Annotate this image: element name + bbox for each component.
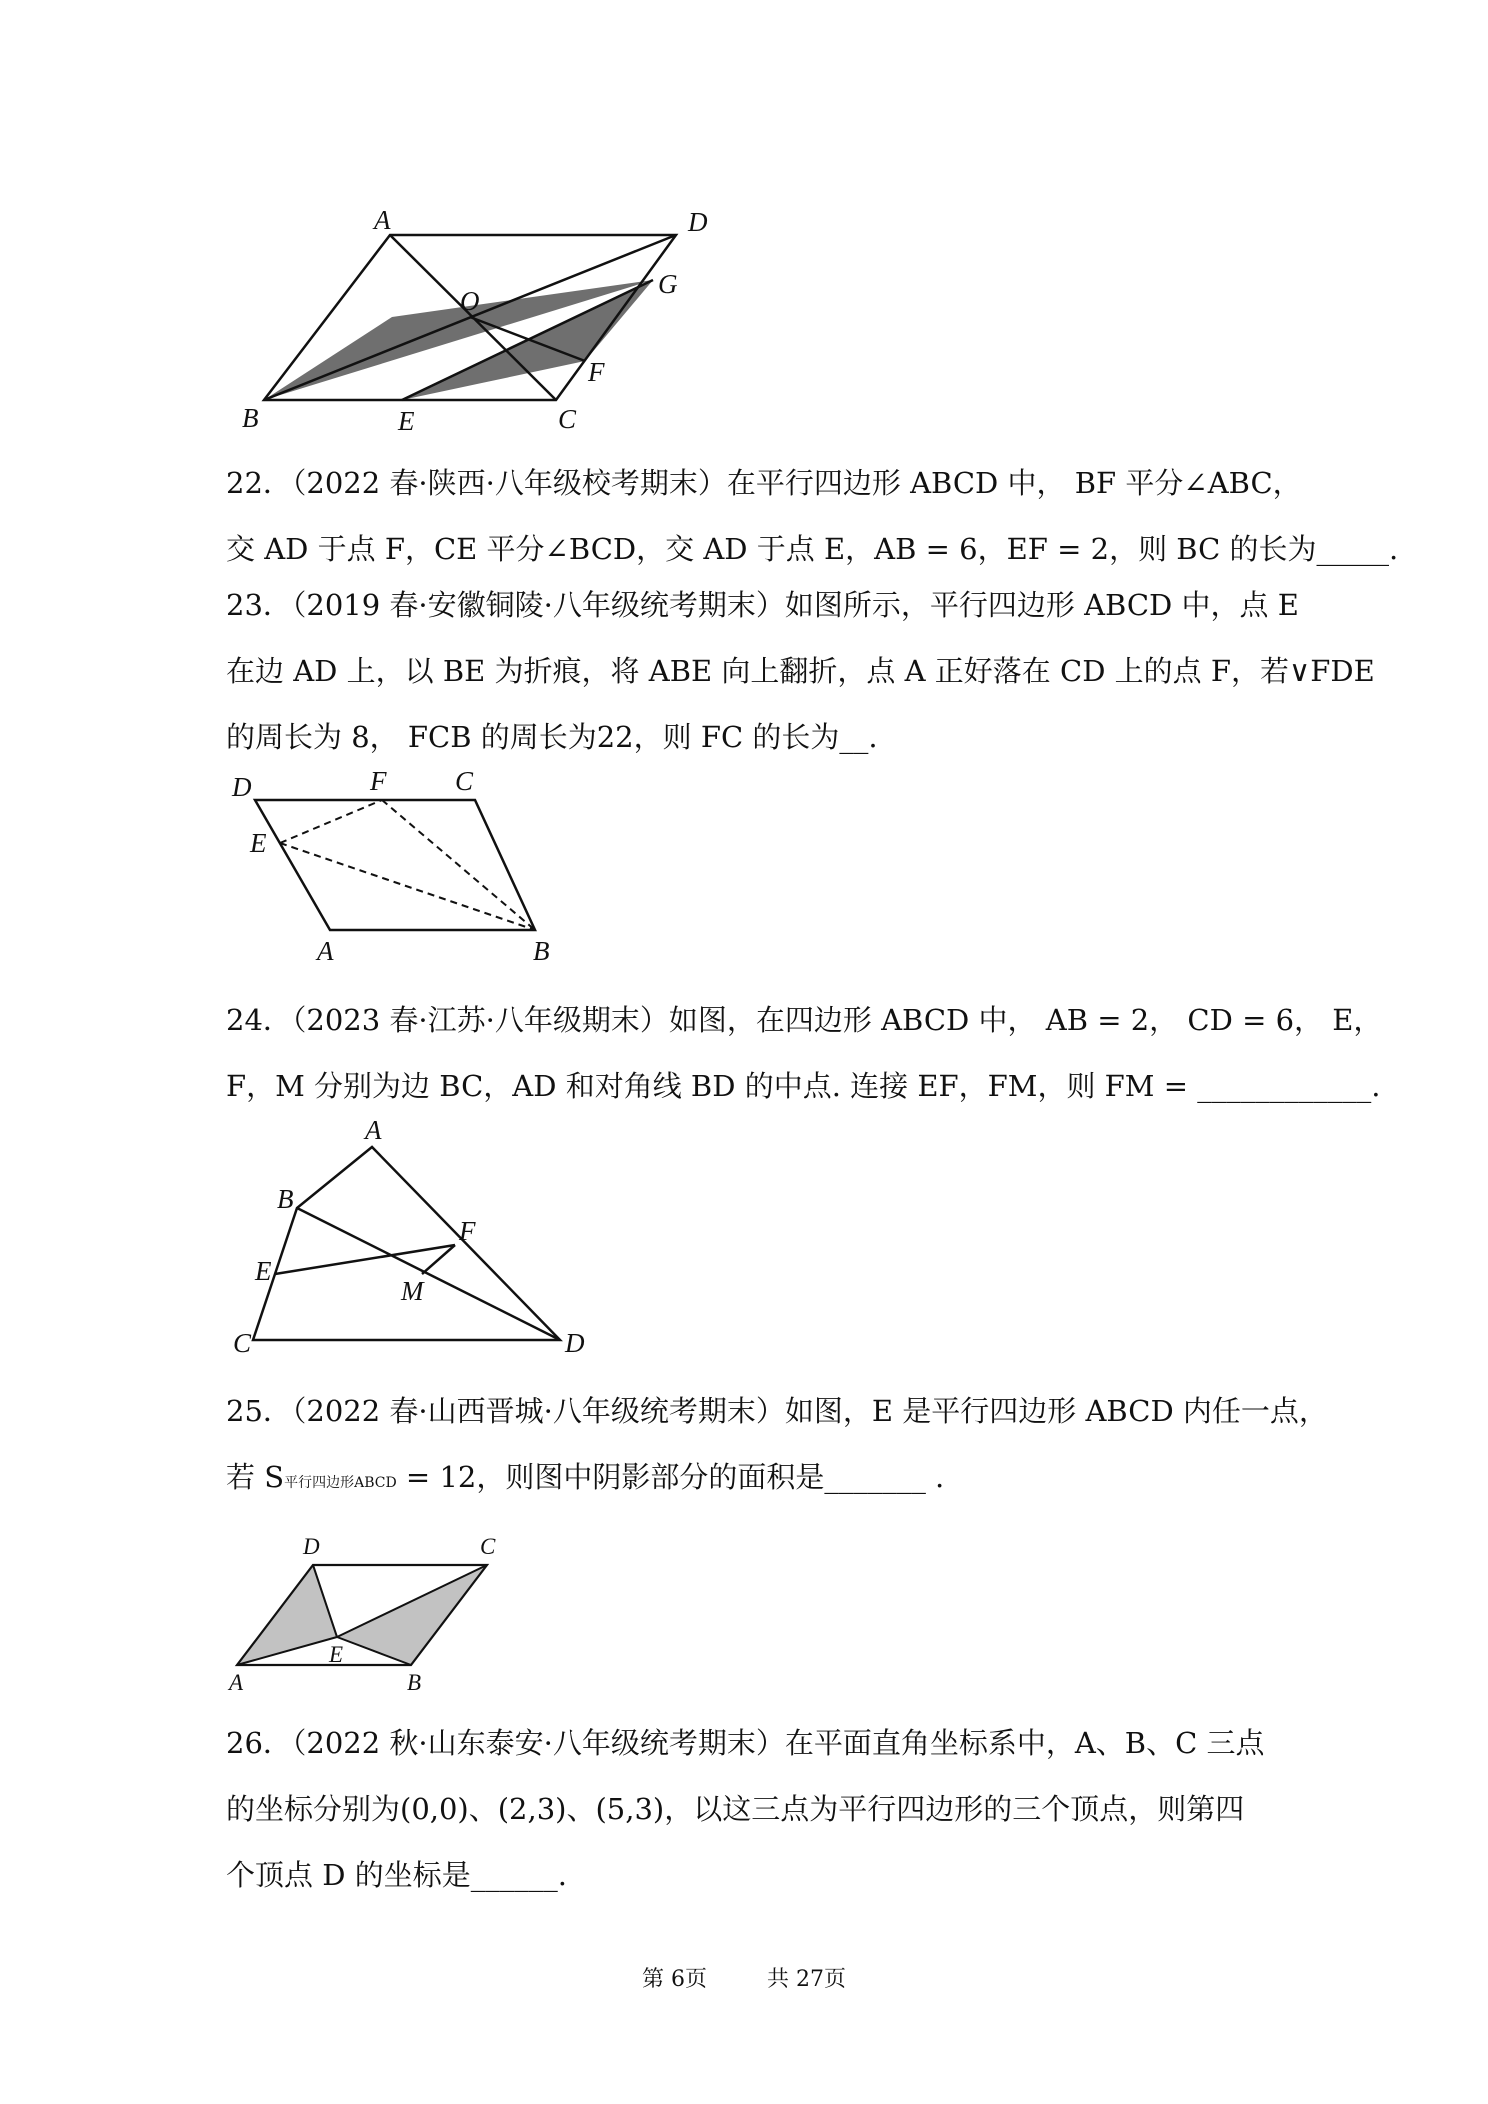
figure-q24 [225, 1115, 585, 1360]
label-m: M [401, 1276, 424, 1306]
question-22-line-2: 交 AD 于点 F，CE 平分∠BCD，交 AD 于点 E，AB = 6，EF = 2，则 BC 的长为_____. [226, 532, 1399, 566]
question-25-line-2 [226, 1444, 1266, 1516]
page-number-current: 第 6页 [642, 1967, 707, 1992]
label-d: D [688, 207, 708, 237]
question-25-line-2-post: = 12，则图中阴影部分的面积是_______ . [396, 1460, 945, 1494]
question-24 [226, 987, 1383, 1119]
label-d: D [232, 772, 252, 802]
question-23-line-3: 的周长为 8， FCB 的周长为22，则 FC 的长为__. [226, 720, 878, 754]
label-a: A [374, 205, 391, 235]
question-22 [226, 450, 1399, 582]
question-23-line-2: 在边 AD 上，以 BE 为折痕，将 ABE 向上翻折，点 A 正好落在 CD 上的点 F，若∨FDE [226, 654, 1375, 688]
question-25-line-1: 25．（2022 春·山西晋城·八年级统考期末）如图，E 是平行四边形 ABCD 内任一点， [226, 1394, 1328, 1428]
label-d: D [303, 1534, 320, 1559]
question-26-line-3: 个顶点 D 的坐标是______. [226, 1858, 567, 1892]
label-c: C [233, 1328, 252, 1358]
question-23 [226, 572, 1375, 770]
quadrilateral-abdc [253, 1147, 560, 1340]
question-26 [226, 1710, 1266, 1908]
question-26-line-2: 的坐标分别为(0,0)、(2,3)、(5,3)，以这三点为平行四边形的三个顶点，则第四 [226, 1792, 1245, 1826]
label-e: E [255, 1256, 272, 1286]
label-e: E [250, 828, 267, 858]
question-24-line-1: 24．（2023 春·江苏·八年级期末）如图，在四边形 ABCD 中， AB = 2， CD = 6， E， [226, 1003, 1383, 1037]
label-a: A [365, 1115, 382, 1145]
question-23-line-1: 23．（2019 春·安徽铜陵·八年级统考期末）如图所示，平行四边形 ABCD 中，点 E [226, 588, 1299, 622]
question-26-line-1: 26．（2022 秋·山东泰安·八年级统考期末）在平面直角坐标系中，A、B、C 三点 [226, 1726, 1265, 1760]
dashed-eb [280, 843, 535, 930]
diagonal-bd [297, 1208, 560, 1340]
label-f: F [459, 1216, 476, 1246]
question-25-line-2-pre: 若 S [226, 1460, 285, 1494]
label-o: O [460, 286, 480, 316]
label-c: C [558, 404, 577, 434]
dashed-ef [280, 800, 382, 843]
label-b: B [533, 936, 550, 966]
label-b: B [242, 403, 259, 433]
figure-q21 [240, 195, 740, 445]
question-24-line-2: F，M 分别为边 BC，AD 和对角线 BD 的中点. 连接 EF，FM，则 FM = ____________. [226, 1069, 1381, 1103]
parallelogram-abcd [255, 800, 535, 930]
dashed-fb [382, 800, 535, 930]
figure-q23 [225, 766, 565, 970]
label-g: G [658, 269, 678, 299]
label-f: F [588, 357, 605, 387]
page-footer [0, 1962, 1488, 1993]
label-e: E [398, 406, 415, 436]
question-25 [226, 1378, 1328, 1516]
label-c: C [480, 1534, 496, 1559]
label-d: D [565, 1328, 585, 1358]
page-number-total: 共 27页 [767, 1967, 846, 1992]
label-a: A [317, 936, 334, 966]
label-f: F [370, 766, 387, 796]
label-b: B [277, 1184, 294, 1214]
label-c: C [455, 766, 474, 796]
shaded-triangle-bce [337, 1565, 487, 1665]
label-e: E [329, 1642, 344, 1667]
question-25-line-2-sub: 平行四边形ABCD [284, 1475, 397, 1491]
label-b: B [407, 1670, 422, 1695]
question-22-line-1: 22．（2022 春·陕西·八年级校考期末）在平行四边形 ABCD 中， BF 平分∠ABC， [226, 466, 1302, 500]
label-a: A [229, 1670, 244, 1695]
figure-q25 [225, 1530, 525, 1700]
